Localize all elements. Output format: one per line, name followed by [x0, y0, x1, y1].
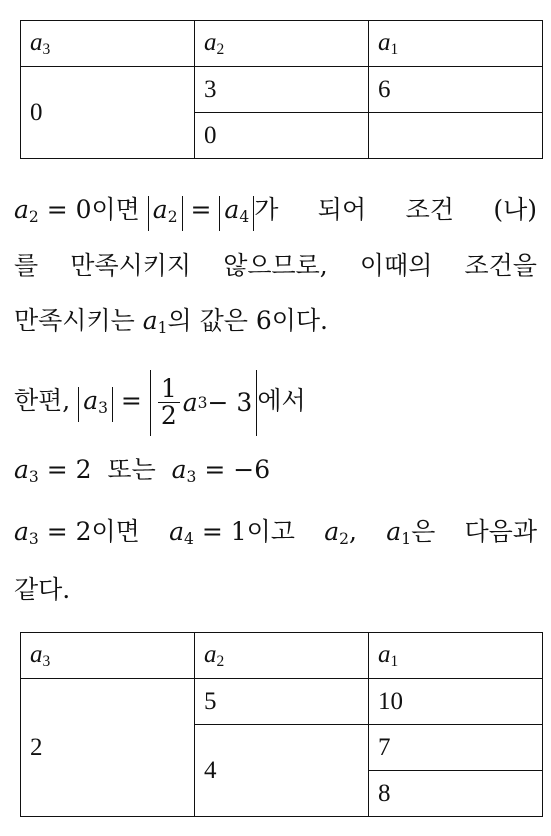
word: 조건을 [464, 251, 537, 280]
table-2-a1-cell: 7 [369, 725, 543, 771]
table-2-a1-cell: 8 [369, 771, 543, 817]
text-line-7: 같다. [14, 575, 71, 604]
word: 되어 [317, 195, 367, 224]
table-2-a1-cell: 10 [369, 679, 543, 725]
table-2-header-row [21, 633, 543, 679]
absolute-value-expression: $\frac{1}{2}$ a 3 − 3 [150, 370, 258, 436]
header-a1: $a_1$ [369, 21, 543, 67]
header-a1: $a_1$ [369, 633, 543, 679]
text-line-5: $a_3 = 2$ 또는 $a_3 = -6$ [14, 455, 271, 486]
table-2-a3-cell: 2 [21, 679, 195, 817]
word: 다음과 [464, 517, 537, 546]
math-expression: $a_3 = 2$이면 [14, 517, 140, 548]
text-line-2 [14, 248, 537, 284]
table-row [21, 679, 543, 725]
word: 만족시키지 [70, 251, 192, 280]
word: 조건 [405, 195, 454, 224]
table-2 [20, 632, 543, 817]
math-expression: $a_4 = 1$이고 [169, 517, 295, 548]
table-1-a2-cell: 3 [195, 67, 369, 113]
table-1 [20, 20, 543, 159]
word: 않으므로, [223, 251, 328, 280]
header-a2: $a_2$ [195, 633, 369, 679]
table-1-a3-cell: 0 [21, 67, 195, 159]
table-1-a2-cell: 0 [195, 113, 369, 159]
math-expression: $a_1$은 [386, 517, 436, 548]
header-a3: $a_3$ [21, 633, 195, 679]
table-2-a2-cell: 4 [195, 725, 369, 817]
fraction: $\frac{1}{2}$ [158, 376, 180, 429]
text-line-4: 한편, $a_3$ = $\frac{1}{2}$ a 3 − 3 에서 [14, 366, 537, 436]
table-2-a2-cell: 5 [195, 679, 369, 725]
word: 이때의 [359, 251, 433, 280]
table-row [21, 67, 543, 113]
text-line-1 [14, 192, 537, 235]
math-expression: $a_2$, [324, 517, 357, 548]
word: 를 [14, 251, 39, 280]
table-1-a1-cell: 6 [369, 67, 543, 113]
table-1-a1-cell [369, 113, 543, 159]
table-1-header-row [21, 21, 543, 67]
text-line-6 [14, 514, 537, 557]
header-a3: $a_3$ [21, 21, 195, 67]
word: (나) [493, 195, 537, 224]
text-line-3: 만족시키는 $a_1$의 값은 6이다. [14, 306, 328, 337]
math-expression: $a_2 = 0$이면 $a_2 = a_4$ 가 [14, 192, 278, 235]
header-a2: $a_2$ [195, 21, 369, 67]
